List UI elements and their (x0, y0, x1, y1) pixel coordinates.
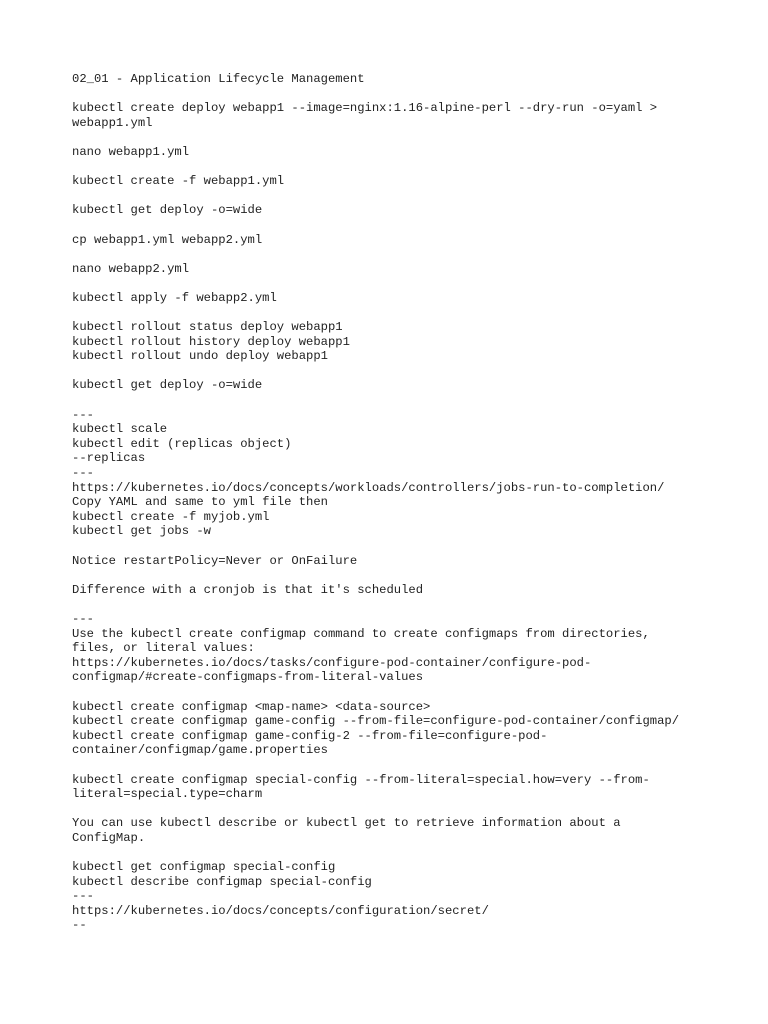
text-line: Notice restartPolicy=Never or OnFailure (72, 553, 358, 568)
text-line: kubectl create configmap <map-name> <data-source> (72, 699, 431, 714)
paragraph (72, 291, 712, 306)
paragraph (72, 233, 712, 248)
text-line: You can use kubectl describe or kubectl get to retrieve information about a (72, 816, 621, 831)
text-line: Difference with a cronjob is that it's scheduled (72, 582, 424, 597)
paragraph (72, 174, 712, 189)
paragraph (72, 773, 712, 802)
text-line: kubectl create configmap special-config --from-literal=special.how=very --from- (72, 772, 650, 787)
text-line: literal=special.type=charm (72, 787, 263, 802)
text-line: kubectl create deploy webapp1 --image=nginx:1.16-alpine-perl --dry-run -o=yaml > (72, 101, 658, 116)
text-line: nano webapp2.yml (72, 261, 190, 276)
text-line: --replicas (72, 451, 146, 466)
text-line: kubectl get deploy -o=wide (72, 203, 263, 218)
paragraph (72, 203, 712, 218)
text-line: kubectl create configmap game-config-2 --from-file=configure-pod- (72, 728, 548, 743)
text-line: --- (72, 466, 94, 481)
text-line: --- (72, 889, 94, 904)
text-line: https://kubernetes.io/docs/concepts/workloads/controllers/jobs-run-to-completion/ (72, 480, 665, 495)
paragraph (72, 320, 712, 364)
paragraph (72, 408, 712, 539)
text-line: kubectl create -f webapp1.yml (72, 174, 285, 189)
text-line: ConfigMap. (72, 830, 146, 845)
text-line: nano webapp1.yml (72, 144, 190, 159)
text-line: container/configmap/game.properties (72, 743, 328, 758)
paragraph (72, 860, 712, 933)
paragraph (72, 700, 712, 758)
text-line: https://kubernetes.io/docs/concepts/configuration/secret/ (72, 903, 489, 918)
paragraph (72, 816, 712, 845)
text-line: kubectl rollout history deploy webapp1 (72, 334, 350, 349)
paragraph (72, 378, 712, 393)
text-line: --- (72, 611, 94, 626)
paragraph (72, 262, 712, 277)
text-line: kubectl get configmap special-config (72, 860, 336, 875)
text-line: https://kubernetes.io/docs/tasks/configure-pod-container/configure-pod- (72, 655, 592, 670)
paragraph (72, 72, 712, 87)
text-line: -- (72, 918, 87, 933)
document-body (72, 72, 712, 948)
paragraph (72, 612, 712, 685)
text-line: kubectl scale (72, 422, 168, 437)
text-line: kubectl get deploy -o=wide (72, 378, 263, 393)
paragraph (72, 101, 712, 130)
text-line: files, or literal values: (72, 641, 255, 656)
text-line: webapp1.yml (72, 115, 153, 130)
text-line: kubectl apply -f webapp2.yml (72, 290, 277, 305)
text-line: Use the kubectl create configmap command to create configmaps from directories, (72, 626, 650, 641)
text-line: kubectl get jobs -w (72, 524, 211, 539)
text-line: Copy YAML and same to yml file then (72, 495, 328, 510)
text-line: configmap/#create-configmaps-from-literal-values (72, 670, 424, 685)
text-line: 02_01 - Application Lifecycle Management (72, 72, 365, 86)
text-line: kubectl create configmap game-config --from-file=configure-pod-container/configmap/ (72, 714, 680, 729)
text-line: kubectl describe configmap special-config (72, 874, 372, 889)
text-line: cp webapp1.yml webapp2.yml (72, 232, 263, 247)
paragraph (72, 554, 712, 569)
paragraph (72, 583, 712, 598)
text-line: kubectl edit (replicas object) (72, 436, 292, 451)
text-line: --- (72, 407, 94, 422)
text-line: kubectl rollout status deploy webapp1 (72, 320, 343, 335)
text-line: kubectl create -f myjob.yml (72, 509, 270, 524)
paragraph (72, 145, 712, 160)
text-line: kubectl rollout undo deploy webapp1 (72, 349, 328, 364)
